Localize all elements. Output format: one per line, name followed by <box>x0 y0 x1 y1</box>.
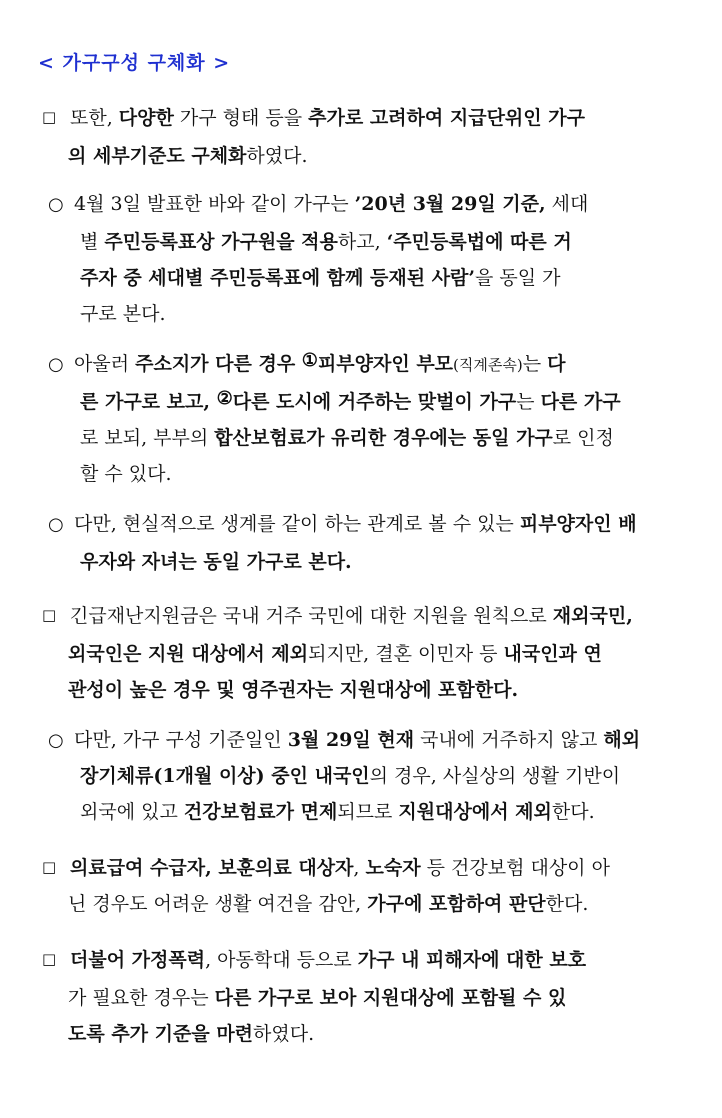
p1a-line-4: 구로 본다. <box>80 303 166 325</box>
p1a-line-3: 주자 중 세대별 주민등록표에 함께 등재된 사람’을 동일 가 <box>80 267 561 289</box>
p1b-line-3: 로 보되, 부부의 합산보험료가 유리한 경우에는 동일 가구로 인정 <box>80 427 614 449</box>
section-heading: < 가구구성 구체화 > <box>38 52 231 74</box>
p1a-line-2: 별 주민등록표상 가구원을 적용하고, ‘주민등록법에 따른 거 <box>80 231 572 253</box>
circled-number-2: ② <box>216 388 233 409</box>
square-bullet: □ <box>42 108 57 126</box>
circle-bullet: ○ <box>48 354 64 375</box>
p2a-line-3: 외국에 있고 건강보험료가 면제되므로 지원대상에서 제외한다. <box>80 801 595 823</box>
p1c-line-1: 다만, 현실적으로 생계를 같이 하는 관계로 볼 수 있는 피부양자인 배 <box>74 513 637 535</box>
p1a-line-1: 4월 3일 발표한 바와 같이 가구는 ’20년 3월 29일 기준, 세대 <box>74 193 589 215</box>
p2a-line-2: 장기체류(1개월 이상) 중인 내국인의 경우, 사실상의 생활 기반이 <box>80 765 621 787</box>
p2-line-2: 외국인은 지원 대상에서 제외되지만, 결혼 이민자 등 내국인과 연 <box>68 643 602 665</box>
p4-line-1: 더불어 가정폭력, 아동학대 등으로 가구 내 피해자에 대한 보호 <box>70 949 587 971</box>
p2-line-3: 관성이 높은 경우 및 영주권자는 지원대상에 포함한다. <box>68 679 519 701</box>
p2-line-1: 긴급재난지원금은 국내 거주 국민에 대한 지원을 원칙으로 재외국민, <box>70 605 633 627</box>
p1b-line-2: 른 가구로 보고, ②다른 도시에 거주하는 맞벌이 가구는 다른 가구 <box>80 388 621 413</box>
p1b-line-1: 아울러 주소지가 다른 경우 ①피부양자인 부모(직계존속)는 다 <box>74 350 566 375</box>
p1b-line-4: 할 수 있다. <box>80 463 172 485</box>
circle-bullet: ○ <box>48 514 64 535</box>
square-bullet: □ <box>42 950 57 968</box>
square-bullet: □ <box>42 858 57 876</box>
p3-line-1: 의료급여 수급자, 보훈의료 대상자, 노숙자 등 건강보험 대상이 아 <box>70 857 610 879</box>
circle-bullet: ○ <box>48 730 64 751</box>
circle-bullet: ○ <box>48 194 64 215</box>
p4-line-3: 도록 추가 기준을 마련하였다. <box>68 1023 315 1045</box>
square-bullet: □ <box>42 606 57 624</box>
circled-number-1: ① <box>301 350 318 371</box>
p1-line-2: 의 세부기준도 구체화하였다. <box>68 145 308 167</box>
p1c-line-2: 우자와 자녀는 동일 가구로 본다. <box>80 551 352 573</box>
p1-line-1: 또한, 다양한 가구 형태 등을 추가로 고려하여 지급단위인 가구 <box>70 107 585 129</box>
p2a-line-1: 다만, 가구 구성 기준일인 3월 29일 현재 국내에 거주하지 않고 해외 <box>74 729 641 751</box>
p3-line-2: 닌 경우도 어려운 생활 여건을 감안, 가구에 포함하여 판단한다. <box>68 893 589 915</box>
p4-line-2: 가 필요한 경우는 다른 가구로 보아 지원대상에 포함될 수 있 <box>68 987 567 1009</box>
